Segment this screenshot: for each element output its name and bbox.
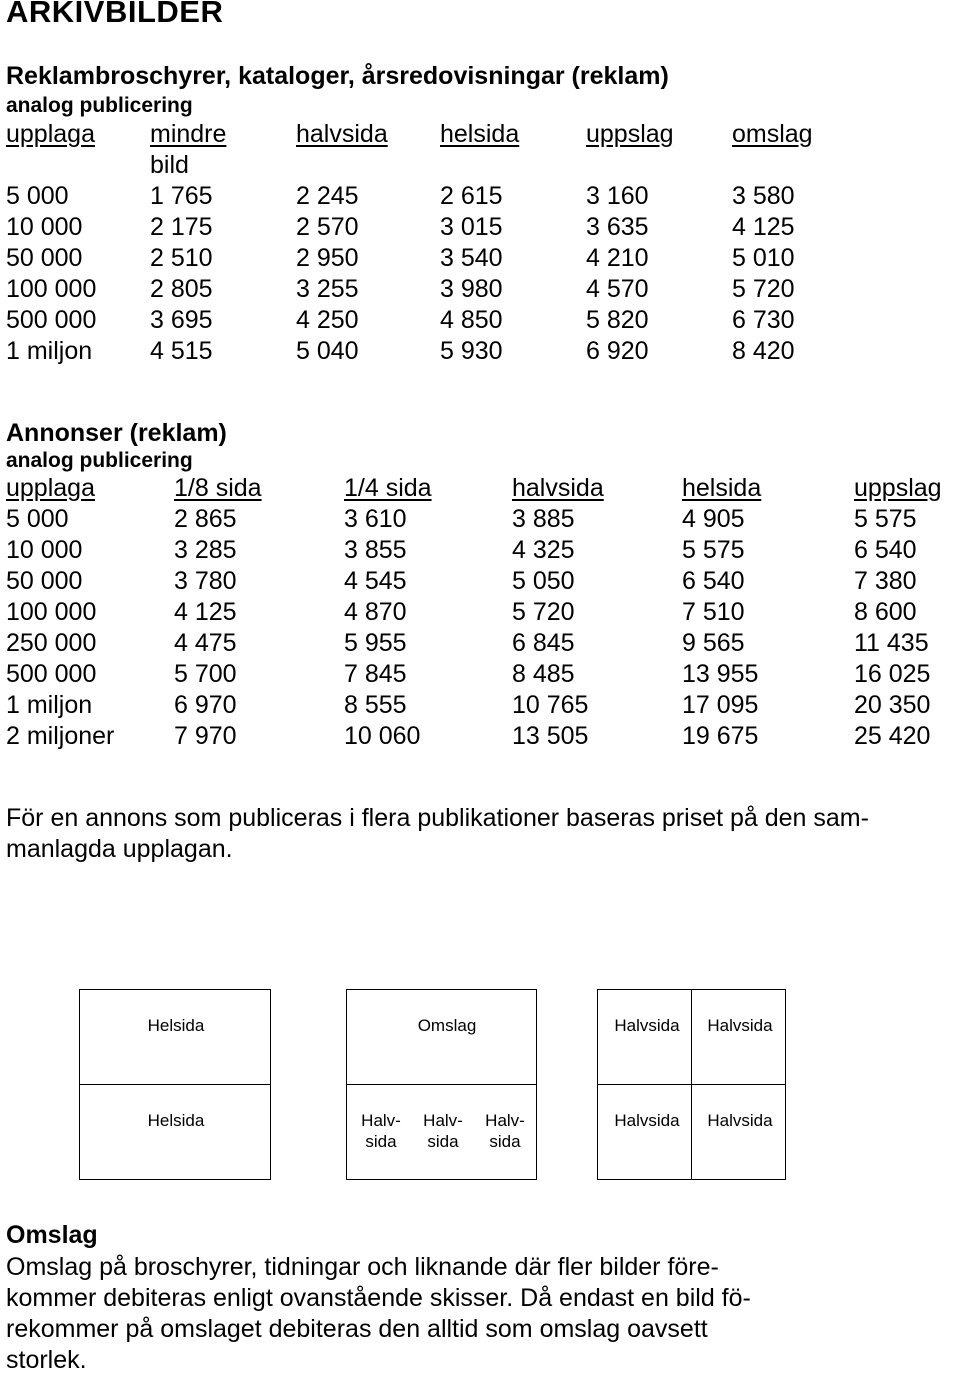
table-cell: 16 025 xyxy=(854,660,931,688)
table-cell: 10 765 xyxy=(512,691,589,719)
omslag-line-1: Omslag på broschyrer, tidningar och liknande där fler bilder före- xyxy=(6,1253,719,1281)
sketch-label-halvsida-tl: Halvsida xyxy=(614,1016,680,1035)
table-cell: 5 040 xyxy=(296,337,359,365)
table-cell: 20 350 xyxy=(854,691,931,719)
table-cell: 3 015 xyxy=(440,213,503,241)
table-cell: 3 540 xyxy=(440,244,503,272)
table-cell: 19 675 xyxy=(682,722,759,750)
halv-line1: Halv- xyxy=(361,1111,401,1130)
column-header: uppslag xyxy=(854,474,942,502)
halv-line1: Halv- xyxy=(485,1111,525,1130)
table-cell: 2 950 xyxy=(296,244,359,272)
table-cell: 4 515 xyxy=(150,337,213,365)
table-cell: 250 000 xyxy=(6,629,97,657)
section1-title: Reklambroschyrer, kataloger, årsredovisningar (reklam) xyxy=(6,62,669,90)
table-cell: 7 510 xyxy=(682,598,745,626)
table-cell: 6 540 xyxy=(682,567,745,595)
column-header: 1/8 sida xyxy=(174,474,262,502)
sketch-label-omslag: Omslag xyxy=(417,1016,477,1035)
column-header: omslag xyxy=(732,120,813,148)
table-cell: 4 870 xyxy=(344,598,407,626)
column-header: upplaga xyxy=(6,120,95,148)
column-header: helsida xyxy=(440,120,520,148)
sketch-divider xyxy=(79,1084,271,1085)
sketch-divider xyxy=(691,989,692,1180)
table-cell: 8 555 xyxy=(344,691,407,719)
table-cell: 500 000 xyxy=(6,306,97,334)
table-cell: 4 475 xyxy=(174,629,237,657)
page-title: ARKIVBILDER xyxy=(6,0,224,29)
table-cell: 5 575 xyxy=(854,505,917,533)
table-cell: 5 930 xyxy=(440,337,503,365)
table-cell: 4 905 xyxy=(682,505,745,533)
table-cell: 2 805 xyxy=(150,275,213,303)
sketch-label-halvsida-1 xyxy=(361,1110,401,1152)
omslag-line-3: rekommer på omslaget debiteras den alltid som omslag oavsett xyxy=(6,1315,708,1343)
table-cell: 10 000 xyxy=(6,213,83,241)
table-cell: 1 miljon xyxy=(6,337,93,365)
sketch-label-halvsida-2 xyxy=(423,1110,463,1152)
table-cell: 3 855 xyxy=(344,536,407,564)
table-cell: 3 885 xyxy=(512,505,575,533)
table-cell: 2 miljoner xyxy=(6,722,115,750)
table-cell: 4 250 xyxy=(296,306,359,334)
table-cell: 5 720 xyxy=(732,275,795,303)
table-cell: 5 700 xyxy=(174,660,237,688)
table-cell: 25 420 xyxy=(854,722,931,750)
table-cell: 6 970 xyxy=(174,691,237,719)
table-cell: 6 730 xyxy=(732,306,795,334)
table-cell: 4 210 xyxy=(586,244,649,272)
sketch-label-halvsida-tr: Halvsida xyxy=(707,1016,773,1035)
table-cell: 4 125 xyxy=(732,213,795,241)
table-cell: 8 420 xyxy=(732,337,795,365)
column-header: halvsida xyxy=(296,120,388,148)
table-cell: 6 845 xyxy=(512,629,575,657)
table-cell: 3 695 xyxy=(150,306,213,334)
table-cell: 4 850 xyxy=(440,306,503,334)
omslag-line-2: kommer debiteras enligt ovanstående skisser. Då endast en bild fö- xyxy=(6,1284,751,1312)
sketch-label-helsida-bottom: Helsida xyxy=(147,1111,205,1130)
sketch-divider xyxy=(346,1084,537,1085)
table-cell: 5 955 xyxy=(344,629,407,657)
table-cell: 5 720 xyxy=(512,598,575,626)
table-cell: 11 435 xyxy=(854,629,929,657)
column-header: halvsida xyxy=(512,474,604,502)
halv-line2: sida xyxy=(427,1132,459,1151)
halv-line2: sida xyxy=(365,1132,397,1151)
table-cell: 2 615 xyxy=(440,182,503,210)
table-cell: 8 485 xyxy=(512,660,575,688)
table-cell: 4 125 xyxy=(174,598,237,626)
table-cell: 4 325 xyxy=(512,536,575,564)
table-cell: 5 000 xyxy=(6,182,69,210)
table-cell: 2 570 xyxy=(296,213,359,241)
table-cell: 1 miljon xyxy=(6,691,93,719)
table-cell: 5 010 xyxy=(732,244,795,272)
table-cell: 3 255 xyxy=(296,275,359,303)
table-cell: 3 980 xyxy=(440,275,503,303)
table-cell: 7 845 xyxy=(344,660,407,688)
section1-subtitle: analog publicering xyxy=(6,94,193,117)
table-cell: 100 000 xyxy=(6,275,97,303)
column-header: helsida xyxy=(682,474,762,502)
table-cell: 5 575 xyxy=(682,536,745,564)
table-cell: 5 820 xyxy=(586,306,649,334)
sketch-label-halvsida-bl: Halvsida xyxy=(614,1111,680,1130)
column-header: uppslag xyxy=(586,120,674,148)
table-cell: 3 610 xyxy=(344,505,407,533)
table-cell: 4 545 xyxy=(344,567,407,595)
table-cell: 2 245 xyxy=(296,182,359,210)
table-cell: 7 970 xyxy=(174,722,237,750)
table-cell: 500 000 xyxy=(6,660,97,688)
table-cell: 50 000 xyxy=(6,244,83,272)
table-cell: 10 060 xyxy=(344,722,421,750)
table-cell: 5 000 xyxy=(6,505,69,533)
omslag-title: Omslag xyxy=(6,1221,98,1249)
column-header: 1/4 sida xyxy=(344,474,432,502)
sketch-label-halvsida-br: Halvsida xyxy=(707,1111,773,1130)
column-header: mindre xyxy=(150,120,227,148)
sketch-label-halvsida-3 xyxy=(485,1110,525,1152)
table-cell: 3 780 xyxy=(174,567,237,595)
sketch-label-helsida-top: Helsida xyxy=(147,1016,205,1035)
table-cell: 2 865 xyxy=(174,505,237,533)
omslag-line-4: storlek. xyxy=(6,1346,87,1374)
table-cell: 4 570 xyxy=(586,275,649,303)
table-cell: 2 510 xyxy=(150,244,213,272)
table-cell: 3 580 xyxy=(732,182,795,210)
table-cell: 50 000 xyxy=(6,567,83,595)
table-cell: 100 000 xyxy=(6,598,97,626)
table-cell: 1 765 xyxy=(150,182,213,210)
table-cell: 13 505 xyxy=(512,722,589,750)
halv-line1: Halv- xyxy=(423,1111,463,1130)
table-cell: 8 600 xyxy=(854,598,917,626)
table-cell: 10 000 xyxy=(6,536,83,564)
table-cell: 3 160 xyxy=(586,182,649,210)
table-cell: 3 285 xyxy=(174,536,237,564)
table-cell: 2 175 xyxy=(150,213,213,241)
note-line-1: För en annons som publiceras i flera publikationer baseras priset på den sam- xyxy=(6,804,869,832)
column-header: upplaga xyxy=(6,474,95,502)
table-cell: 3 635 xyxy=(586,213,649,241)
table-cell: 9 565 xyxy=(682,629,745,657)
note-line-2: manlagda upplagan. xyxy=(6,835,233,863)
table-cell: 7 380 xyxy=(854,567,917,595)
column-header-line2: bild xyxy=(150,151,189,179)
table-cell: 6 540 xyxy=(854,536,917,564)
table-cell: 13 955 xyxy=(682,660,759,688)
table-cell: 5 050 xyxy=(512,567,575,595)
section2-subtitle: analog publicering xyxy=(6,449,193,472)
table-cell: 17 095 xyxy=(682,691,759,719)
table-cell: 6 920 xyxy=(586,337,649,365)
section2-title: Annonser (reklam) xyxy=(6,419,227,447)
halv-line2: sida xyxy=(489,1132,521,1151)
